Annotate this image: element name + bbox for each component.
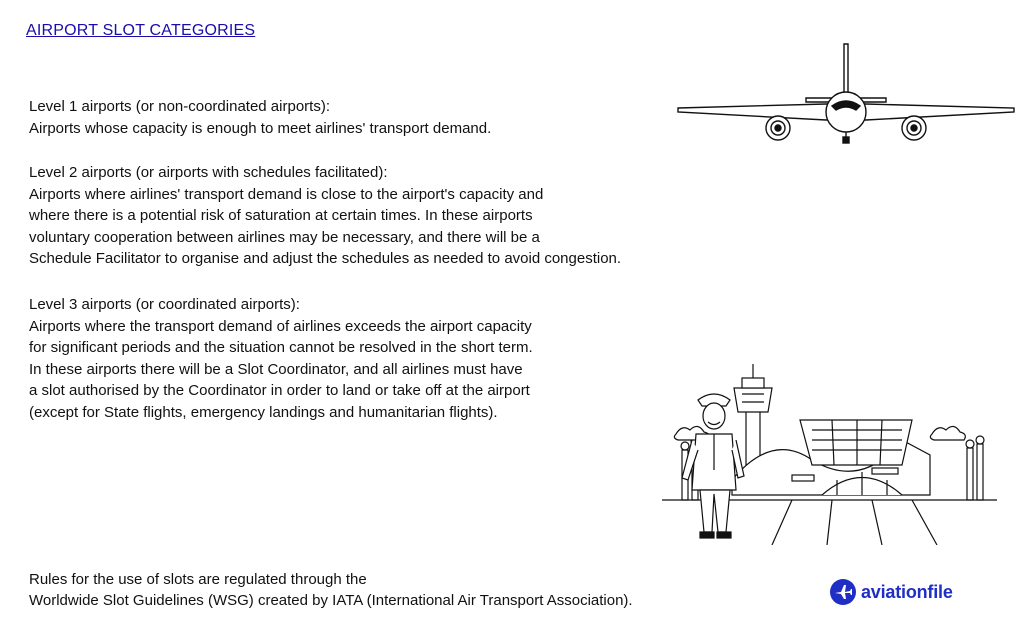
level-3-text-line: for significant periods and the situation cannot be resolved in the short term. (29, 339, 533, 357)
level-1-section (29, 96, 491, 139)
level-2-text-line: Airports where airlines' transport demand is close to the airport's capacity and (29, 185, 544, 203)
airport-pilot-illustration (662, 360, 997, 545)
page-title-link[interactable]: AIRPORT SLOT CATEGORIES (26, 22, 256, 39)
level-2-text-line: where there is a potential risk of saturation at certain times. In these airports (29, 207, 533, 225)
level-3-text-line: Airports where the transport demand of airlines exceeds the airport capacity (29, 317, 532, 335)
footer-line: Rules for the use of slots are regulated through the (29, 571, 367, 588)
level-3-section (29, 294, 533, 424)
level-2-section (29, 162, 621, 270)
level-3-text-line: (except for State flights, emergency landings and humanitarian flights). (29, 403, 498, 421)
level-1-text: Airports whose capacity is enough to meet airlines' transport demand. (29, 119, 492, 137)
aviationfile-logo[interactable] (829, 578, 953, 606)
level-3-heading: Level 3 airports (or coordinated airports): (29, 296, 300, 313)
airplane-front-icon (676, 40, 1016, 150)
plane-circle-icon (829, 578, 857, 606)
level-1-heading: Level 1 airports (or non-coordinated airports): (29, 98, 330, 115)
logo-text: aviationfile (861, 581, 953, 602)
footer-note (29, 570, 633, 611)
level-3-text-line: In these airports there will be a Slot Coordinator, and all airlines must have (29, 360, 523, 378)
level-3-text-line: a slot authorised by the Coordinator in order to land or take off at the airport (29, 382, 530, 400)
level-2-heading: Level 2 airports (or airports with schedules facilitated): (29, 164, 388, 181)
footer-line: Worldwide Slot Guidelines (WSG) created by IATA (International Air Transport Association). (29, 591, 633, 609)
level-2-text-line: Schedule Facilitator to organise and adjust the schedules as needed to avoid congestion. (29, 250, 622, 268)
level-2-text-line: voluntary cooperation between airlines may be necessary, and there will be a (29, 228, 540, 246)
